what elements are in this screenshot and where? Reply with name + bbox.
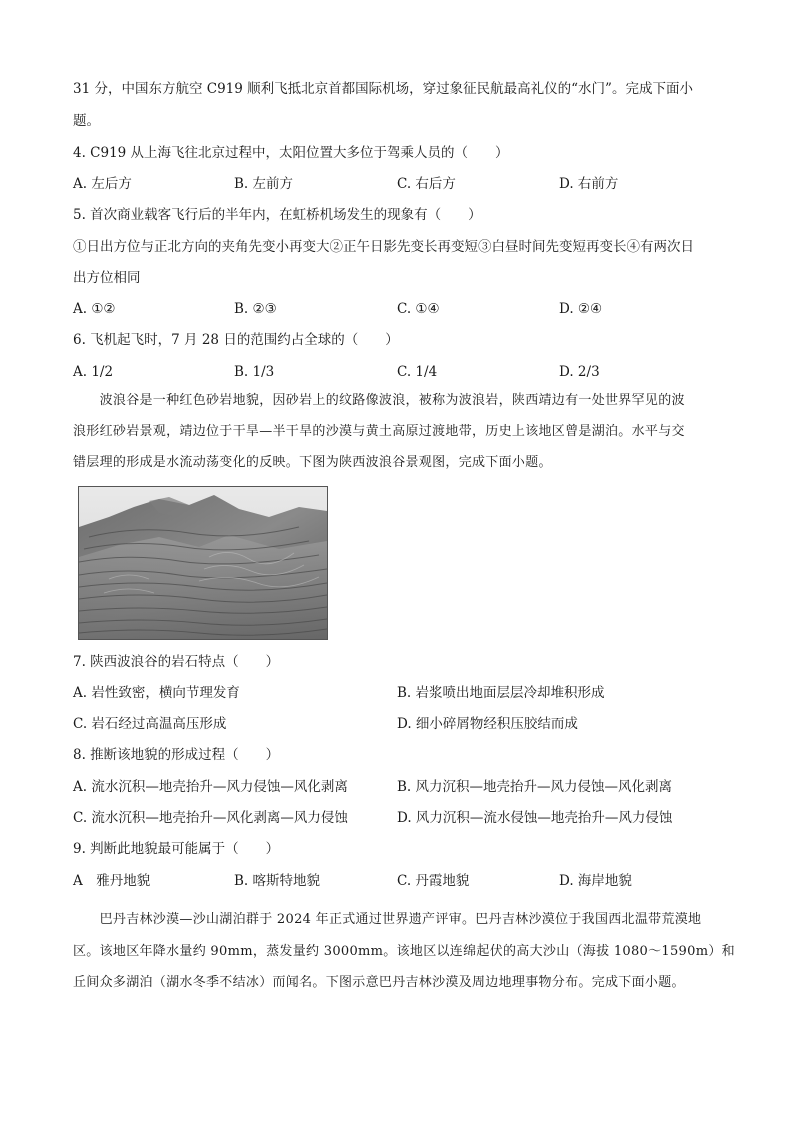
passage2-line-2: 浪形红砂岩景观，靖边位于干旱—半干旱的沙漠与黄土高原过渡地带，历史上该地区曾是湖泊。水平与交 [73,424,685,439]
q9-option-b: B. 喀斯特地貌 [234,873,321,889]
q9-option-d: D. 海岸地貌 [559,873,632,889]
passage3-line-3: 丘间众多湖泊（湖水冬季不结冰）而闻名。下图示意巴丹吉林沙漠及周边地理事物分布。完成下面小题。 [73,975,685,990]
q7-option-c: C. 岩石经过高温高压形成 [73,716,227,732]
q7-option-a: A. 岩性致密，横向节理发育 [73,685,240,701]
q8-option-c: C. 流水沉积—地壳抬升—风化剥离—风力侵蚀 [73,810,348,826]
q8-option-a: A. 流水沉积—地壳抬升—风力侵蚀—风化剥离 [73,779,348,795]
q4-option-d: D. 右前方 [559,176,619,192]
passage2-line-1: 波浪谷是一种红色砂岩地貌，因砂岩上的纹路像波浪，被称为波浪岩，陕西靖边有一处世界罕见的波 [73,393,685,408]
q5-option-d: D. ②④ [559,301,603,317]
q5-option-c: C. ①④ [397,301,440,317]
q5-desc-line-1: ①日出方位与正北方向的夹角先变小再变大②正午日影先变长再变短③白昼时间先变短再变长④有两次日 [73,239,694,255]
q5-option-b: B. ②③ [234,301,277,317]
passage2-line-3: 错层理的形成是水流动荡变化的反映。下图为陕西波浪谷景观图，完成下面小题。 [73,455,552,470]
q9-option-a: A 雅丹地貌 [73,873,151,889]
passage3-line-1: 巴丹吉林沙漠—沙山湖泊群于 2024 年正式通过世界遗产评审。巴丹吉林沙漠位于我国西北温带荒漠地 [73,912,702,927]
wave-valley-photo [78,486,328,640]
q4-stem: 4. C919 从上海飞往北京过程中，太阳位置大多位于驾乘人员的（ ） [73,145,509,161]
q5-stem: 5. 首次商业载客飞行后的半年内，在虹桥机场发生的现象有（ ） [73,207,482,223]
q5-option-a: A. ①② [73,301,116,317]
q6-option-b: B. 1/3 [234,364,275,380]
q6-option-c: C. 1/4 [397,364,438,380]
intro-line-1: 31 分，中国东方航空 C919 顺利飞抵北京首都国际机场，穿过象征民航最高礼仪的“水门”。完成下面小 [73,81,693,97]
q7-option-d: D. 细小碎屑物经积压胶结而成 [397,716,578,732]
q7-stem: 7. 陕西波浪谷的岩石特点（ ） [73,654,280,670]
q8-option-b: B. 风力沉积—地壳抬升—风力侵蚀—风化剥离 [397,779,673,795]
q8-stem: 8. 推断该地貌的形成过程（ ） [73,747,280,763]
q5-desc-line-2: 出方位相同 [73,270,141,286]
q6-option-a: A. 1/2 [73,364,114,380]
q4-option-b: B. 左前方 [234,176,294,192]
q6-stem: 6. 飞机起飞时，7 月 28 日的范围约占全球的（ ） [73,332,399,348]
q4-option-c: C. 右后方 [397,176,456,192]
passage3-line-2: 区。该地区年降水量约 90mm，蒸发量约 3000mm。该地区以连绵起伏的高大沙山（海拔 1080～1590m）和 [73,944,735,959]
q7-option-b: B. 岩浆喷出地面层层冷却堆积形成 [397,685,605,701]
q6-option-d: D. 2/3 [559,364,600,380]
q9-stem: 9. 判断此地貌最可能属于（ ） [73,841,280,857]
q8-option-d: D. 风力沉积—流水侵蚀—地壳抬升—风力侵蚀 [397,810,673,826]
q4-option-a: A. 左后方 [73,176,132,192]
q9-option-c: C. 丹霞地貌 [397,873,470,889]
intro-line-2: 题。 [73,113,100,129]
